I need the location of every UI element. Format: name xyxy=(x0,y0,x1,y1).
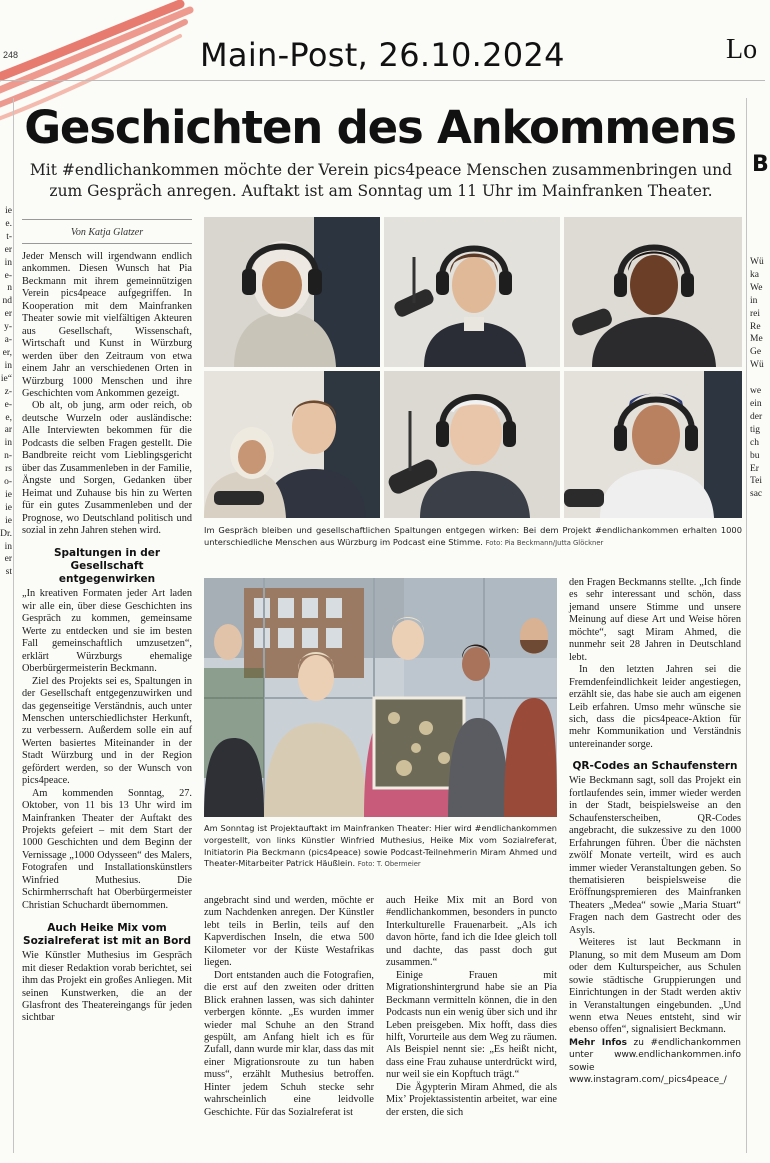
header-rule xyxy=(0,80,765,81)
article-column-3 xyxy=(386,895,557,1119)
fragment-line: e, xyxy=(5,412,12,423)
fragment-line: ie xyxy=(5,206,12,216)
fragment-line: we xyxy=(750,386,762,397)
portrait-photo xyxy=(384,371,560,518)
fragment-line: in xyxy=(4,541,12,552)
adjacent-article-initial-right: B xyxy=(752,152,769,177)
article-column-4 xyxy=(569,577,741,1086)
article-subhead: Mit #endlichankommen möchte der Verein pics4peace Menschen zusammenbringen und zum Gespräch anregen. Auftakt ist am Sonntag um 11 Uhr im Mainfranken Theater. xyxy=(29,161,733,200)
fragment-line: ie xyxy=(5,502,12,513)
paragraph: Einige Frauen mit Migrationshintergrund habe sie an Pia Beckmann vermitteln können, die in den Podcasts nun ein wenig über sich und ihr Leben preisgeben. Mix hofft, dass dies hilft, Vorurteile aus dem Weg zu räumen. Als Beispiel nennt sie: „Es heißt nicht, dass eine Frau zuhause unterdrückt wird, nur weil sie ein Kopftuch trägt.“ xyxy=(386,969,557,1081)
fragment-line: o- xyxy=(4,477,12,488)
column-separator-right xyxy=(746,98,747,1153)
subheading: QR-Codes an Schaufenstern xyxy=(572,760,738,773)
fragment-line: bu xyxy=(750,450,760,461)
info-box xyxy=(569,1037,741,1087)
photo-credit: Foto: T. Obermeier xyxy=(357,860,421,869)
fragment-line: ar xyxy=(4,425,12,436)
source-date-stamp: Main-Post, 26.10.2024 xyxy=(200,36,565,74)
fragment-line: ch xyxy=(750,437,759,448)
fragment-line: st xyxy=(5,567,12,578)
fragment-line: t- xyxy=(6,231,12,242)
paragraph: Am kommenden Sonntag, 27. Oktober, von 11 bis 13 Uhr wird im Mainfranken Theater der Auftakt des Projekts gefeiert – mit dem Start der 1000 Geschichten und dem Beginn der Vernissage „1000 Odysseen“ des Malers, Fotografen und Installationskünstlers Winfried Muthesius. Die Schirmherrschaft hat Oberbürgermeister Christian Schuchardt übernommen. xyxy=(22,787,192,911)
byline: Von Katja Glatzer xyxy=(70,227,144,238)
fragment-line: nd xyxy=(2,296,12,307)
paragraph: „In kreativen Formaten jeder Art laden wir alle ein, über diese Geschichten ins Gespräch zu kommen, gemeinsame Werte zu entdecken und sie im besten Fall gemeinschaftlich umzusetzen“, erklärt Würzburgs ehemalige Oberbürgermeisterin Beckmann. xyxy=(22,588,192,675)
fragment-line: er xyxy=(4,244,12,255)
fragment-line: Er xyxy=(750,463,759,474)
paragraph: Dort entstanden auch die Fotografien, die erst auf den zweiten oder dritten Blick erahnen lassen, was sich dahinter verbergen könnte. „Es wurden immer wieder mal Schuhe an den Strand gespült, am Anfang hielt ich es für Zufall, dann wurde mir klar, dass das mit einer Migrationsroute zu tun haben muss“, erzählt Muthesius betroffen. Hinter jedem Schuh stecke sehr wahrscheinlich eine leidvolle Geschichte. Für das Sozialreferat ist xyxy=(204,969,374,1118)
fragment-line: ein xyxy=(750,398,762,409)
byline-rule-top xyxy=(22,219,192,220)
portrait-photo xyxy=(564,371,742,518)
fragment-line: der xyxy=(750,411,763,422)
fragment-line: er xyxy=(4,554,12,565)
fragment-line: We xyxy=(750,282,763,293)
article-column-1 xyxy=(22,251,192,1025)
fragment-line: er xyxy=(4,309,12,320)
fragment-line: e- xyxy=(4,399,12,410)
fragment-line: Wü xyxy=(750,360,764,371)
photo-caption xyxy=(204,823,557,871)
paragraph: Weiteres ist laut Beckmann in Planung, so mit dem Museum am Dom oder dem Kulturspeicher, aus Schulen sowie städtische Gruppierungen und Einrichtungen in der Stadt werden aktiv in Veranstaltungen eingebunden. „Und wenn etwa Neues entsteht, sind wir ebenso offen“, signalisiert Beckmann. xyxy=(569,937,741,1036)
info-heading: Mehr Infos xyxy=(569,1037,627,1048)
portrait-photo xyxy=(204,217,380,367)
fragment-line: in xyxy=(750,295,758,306)
fragment-line: ka xyxy=(750,269,759,280)
theater-group-photo xyxy=(204,578,557,817)
paragraph: Wie Künstler Muthesius im Gespräch mit dieser Redaktion vorab berichtet, sei ihm das Projekt ein großes Anliegen. Mit seinen Kunstwerken, die an der Glasfront des Theatereingangs für jeden sichtbar xyxy=(22,950,192,1024)
page-number: 248 xyxy=(3,50,19,60)
photo-caption xyxy=(204,524,742,549)
subheading: Auch Heike Mix vom Sozialreferat ist mit an Bord xyxy=(23,922,191,948)
fragment-line: z- xyxy=(4,386,12,397)
fragment-line: Ge xyxy=(750,347,762,358)
paragraph: Jeder Mensch will irgendwann endlich ankommen. Diesen Wunsch hat Pia Beckmann mit ihrem gemeinnützigen Verein pics4peace aufgegriffen. In Kooperation mit dem Mainfranken Theater sowie mit vielfältigen Akteuren aus Gesellschaft, Wissenschaft, Wirtschaft und Kunst in Würzburg werden über den Zeitraum von etwa einem Jahr an verschiedenen Orten in Würzburg 1000 Menschen und ihre Geschichten vom Ankommen gezeigt. xyxy=(22,251,192,399)
column-separator-left xyxy=(13,98,14,1153)
fragment-line: Me xyxy=(750,334,763,345)
caption-text: Am Sonntag ist Projektauftakt im Mainfranken Theater: Hier wird #endlichankommen vorgestellt, von links Künstler Winfried Muthesius, Heike Mix vom Sozialreferat, Initiatorin Pia Beckmann (pics4peace) sowie Podcast-Teilnehmerin Miram Ahmed und Theater-Mitarbeiter Patrick Häußlein. xyxy=(204,823,557,869)
article-headline: Geschichten des Ankommens xyxy=(24,101,736,154)
fragment-line: e- xyxy=(4,270,12,281)
fragment-line: n- xyxy=(4,451,12,462)
adjacent-page-header-fragment: Lo xyxy=(726,34,758,65)
fragment-line xyxy=(750,372,770,385)
info-text: zu #endlichankommen unter www.endlichankommen.info sowie www.instagram.com/_pics4peace_/ xyxy=(569,1037,741,1086)
fragment-line: ie xyxy=(5,489,12,500)
paragraph: Die Ägypterin Miram Ahmed, die als Mix’ Projektassistentin arbeitet, war eine der ersten, die sich xyxy=(386,1081,557,1118)
fragment-line: rei xyxy=(750,308,761,319)
portrait-photo xyxy=(204,371,380,518)
paragraph: Ob alt, ob jung, arm oder reich, ob deutsche Wurzeln oder ausländische: Alle Interviewten bekommen für die Podcasts die selben Fragen gestellt. Die Bandbreite reicht vom Lieblingsgericht über das Zusammenleben in der Familie, Ängste und Sorgen, Gedanken über Heimat und Zuhause bis hin zu Werten für ein gutes Zusammenleben und der Prognose, wo Deutschland politisch und sozial in zehn Jahren stehen wird. xyxy=(22,400,192,536)
fragment-line: in xyxy=(4,360,12,371)
fragment-line: ie“ xyxy=(0,373,12,384)
fragment-line: Dr. xyxy=(0,528,12,539)
photo-credit: Foto: Pia Beckmann/Jutta Glöckner xyxy=(485,539,604,547)
fragment-line: rs xyxy=(5,464,12,475)
fragment-line: Re xyxy=(750,321,761,332)
portrait-photo xyxy=(564,217,742,367)
article-column-2 xyxy=(204,895,374,1119)
paragraph: Ziel des Projekts sei es, Spaltungen in der Gesellschaft entgegenzuwirken und das gegenseitige Verständnis, auch unter Menschen unterschiedlichster Herkunft, zu verbessern. Außerdem solle ein auf Werten basiertes Miteinander in der Stadt Würzburg und in der Region gefördert werden, so der Wunsch von pics4peace. xyxy=(22,675,192,787)
fragment-line: tig xyxy=(750,424,761,435)
fragment-line: Tei xyxy=(750,476,762,487)
paragraph: In den letzten Jahren sei die Fremdenfeindlichkeit leider angestiegen, erzählt sie, das habe sie auch am eigenen Leib erfahren. Umso mehr wünsche sie sich, dass die pics4peace-Aktion für mehr Kommunikation und Verständnis untereinander sorge. xyxy=(569,664,741,750)
fragment-line: a- xyxy=(4,335,12,346)
adjacent-article-fragment-right xyxy=(750,256,770,501)
portrait-photo xyxy=(384,217,560,367)
byline-rule-bottom xyxy=(22,243,192,244)
subheading: Spaltungen in der Gesellschaft entgegenwirken xyxy=(53,547,161,586)
paragraph: Wie Beckmann sagt, soll das Projekt ein fortlaufendes sein, immer wieder werden in der Stadt, beispielsweise an den Schaufensterscheiben, QR-Codes angebracht, die sukzessive zu den 1000 Erfahrungen führen. Über die nächsten zwölf Monate verteilt, wird es auch immer wieder Veranstaltungen geben. So thematisieren beispielsweise die Eröffnungspremieren des Mainfranken Theaters „Medea“ sowie „Maria Stuart“ Fragen nach dem Gastrecht oder des Asyls. xyxy=(569,775,741,936)
fragment-line: in xyxy=(4,438,12,449)
fragment-line: er, xyxy=(2,347,12,358)
fragment-line: ie xyxy=(5,515,12,526)
fragment-line: Wü xyxy=(750,257,764,267)
paragraph: auch Heike Mix mit an Bord von #endlichankommen, besonders in puncto Interkulturelle Frauenarbeit. „Als ich davon hörte, fand ich die Idee gleich toll und dachte, das passt doch gut zusammen.“ xyxy=(386,895,557,969)
fragment-line: e. xyxy=(5,218,12,229)
paragraph: den Fragen Beckmanns stellte. „Ich finde es sehr interessant und schön, dass jemand unsere Stimme und unsere Meinung auf diese Art und Weise hören möchte“, sagt Miram Ahmed, die nunmehr seit 28 Jahren in Deutschland lebt. xyxy=(569,577,741,663)
caption-text: Im Gespräch bleiben und gesellschaftlichen Spaltungen entgegen wirken: Bei dem Projekt #endlichankommen erhalten 1000 unterschiedliche Menschen aus Würzburg im Podcast eine Stimme. xyxy=(204,525,742,547)
fragment-line: sac xyxy=(750,489,763,500)
fragment-line: n xyxy=(7,283,12,294)
fragment-line: y- xyxy=(4,322,12,333)
paragraph: angebracht sind und werden, möchte er zum Nachdenken anregen. Der Künstler lebt teils in Berlin, teils auf den Kapverdischen Inseln, die etwa 500 Kilometer vor der Küste Westafrikas liegen. xyxy=(204,895,374,969)
podcast-portrait-grid xyxy=(204,217,742,518)
fragment-line: in xyxy=(4,257,12,268)
adjacent-article-fragment-left xyxy=(0,205,12,579)
